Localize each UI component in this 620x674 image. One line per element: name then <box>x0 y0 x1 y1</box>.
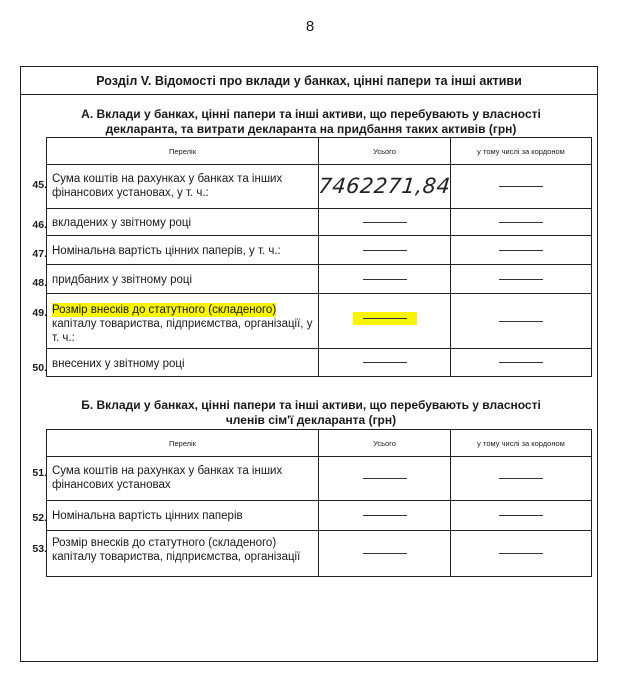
page-number: 8 <box>305 18 315 35</box>
dash-mark <box>363 279 407 280</box>
row-label-rest: капіталу товариства, підприємства, організації, у т. ч.: <box>52 318 313 344</box>
table-row <box>47 349 592 377</box>
handwritten-value: 7462271,84 <box>317 174 452 198</box>
dash-mark <box>363 362 407 363</box>
row-label: Розмір внесків до статутного (складеного) капіталу товариства, підприємства, організації <box>52 537 301 563</box>
dash-mark <box>499 186 543 187</box>
row-label: вкладених у звітному році <box>52 217 192 229</box>
col-header-abroad: у тому числі за кордоном <box>451 430 592 457</box>
row-num: 53. <box>32 543 47 555</box>
row-num: 52. <box>32 512 47 524</box>
dash-mark <box>499 222 543 223</box>
table-part-b <box>46 429 592 577</box>
row-num: 51. <box>32 467 47 479</box>
highlighted-text: Розмір внесків до статутного (складеного) <box>52 304 277 316</box>
row-label: придбаних у звітному році <box>52 274 193 286</box>
col-header-list: Перелік <box>47 138 319 165</box>
table-row <box>47 265 592 294</box>
table-header-row <box>47 430 592 457</box>
dash-mark <box>499 553 543 554</box>
row-num: 46. <box>32 219 47 231</box>
dash-mark <box>363 553 407 554</box>
dash-mark <box>499 362 543 363</box>
dash-mark <box>363 515 407 516</box>
col-header-list: Перелік <box>47 430 319 457</box>
row-label: Сума коштів на рахунках у банках та інших фінансових установах <box>52 465 283 491</box>
dash-mark <box>363 318 407 319</box>
table-row <box>47 236 592 265</box>
row-num: 47. <box>32 248 47 260</box>
dash-mark <box>363 250 407 251</box>
table-row <box>47 501 592 531</box>
row-label: Номінальна вартість цінних паперів, у т. ч.: <box>52 245 281 257</box>
dash-mark <box>499 279 543 280</box>
dash-mark <box>499 478 543 479</box>
table-part-a <box>46 137 592 377</box>
col-header-abroad: у тому числі за кордоном <box>451 138 592 165</box>
table-header-row <box>47 138 592 165</box>
dash-mark <box>499 250 543 251</box>
highlight-mark <box>353 312 417 325</box>
dash-mark <box>499 321 543 322</box>
table-row <box>47 294 592 349</box>
row-num: 45. <box>32 179 47 191</box>
row-num: 49. <box>32 307 47 319</box>
section-v <box>20 66 598 662</box>
row-label: Номінальна вартість цінних паперів <box>52 510 243 522</box>
col-header-total: Усього <box>319 430 451 457</box>
table-row <box>47 531 592 577</box>
table-row <box>47 209 592 236</box>
row-label: внесених у звітному році <box>52 358 185 370</box>
dash-mark <box>363 478 407 479</box>
table-row <box>47 457 592 501</box>
dash-mark <box>499 515 543 516</box>
row-num: 50. <box>32 362 47 374</box>
row-num: 48. <box>32 277 47 289</box>
row-label: Сума коштів на рахунках у банках та інших фінансових установах, у т. ч.: <box>52 173 283 199</box>
part-b-title: Б. Вклади у банках, цінні папери та інші активи, що перебувають у власності членів сім'ї декларанта (грн) <box>81 398 541 427</box>
col-header-total: Усього <box>319 138 451 165</box>
section-title: Розділ V. Відомості про вклади у банках, цінні папери та інші активи <box>21 67 597 95</box>
row-label <box>47 294 318 345</box>
dash-mark <box>363 222 407 223</box>
table-row <box>47 165 592 209</box>
part-a-title: А. Вклади у банках, цінні папери та інші активи, що перебувають у власності декларанта, та витрати декларанта на придбання таких активів (грн) <box>81 107 541 136</box>
